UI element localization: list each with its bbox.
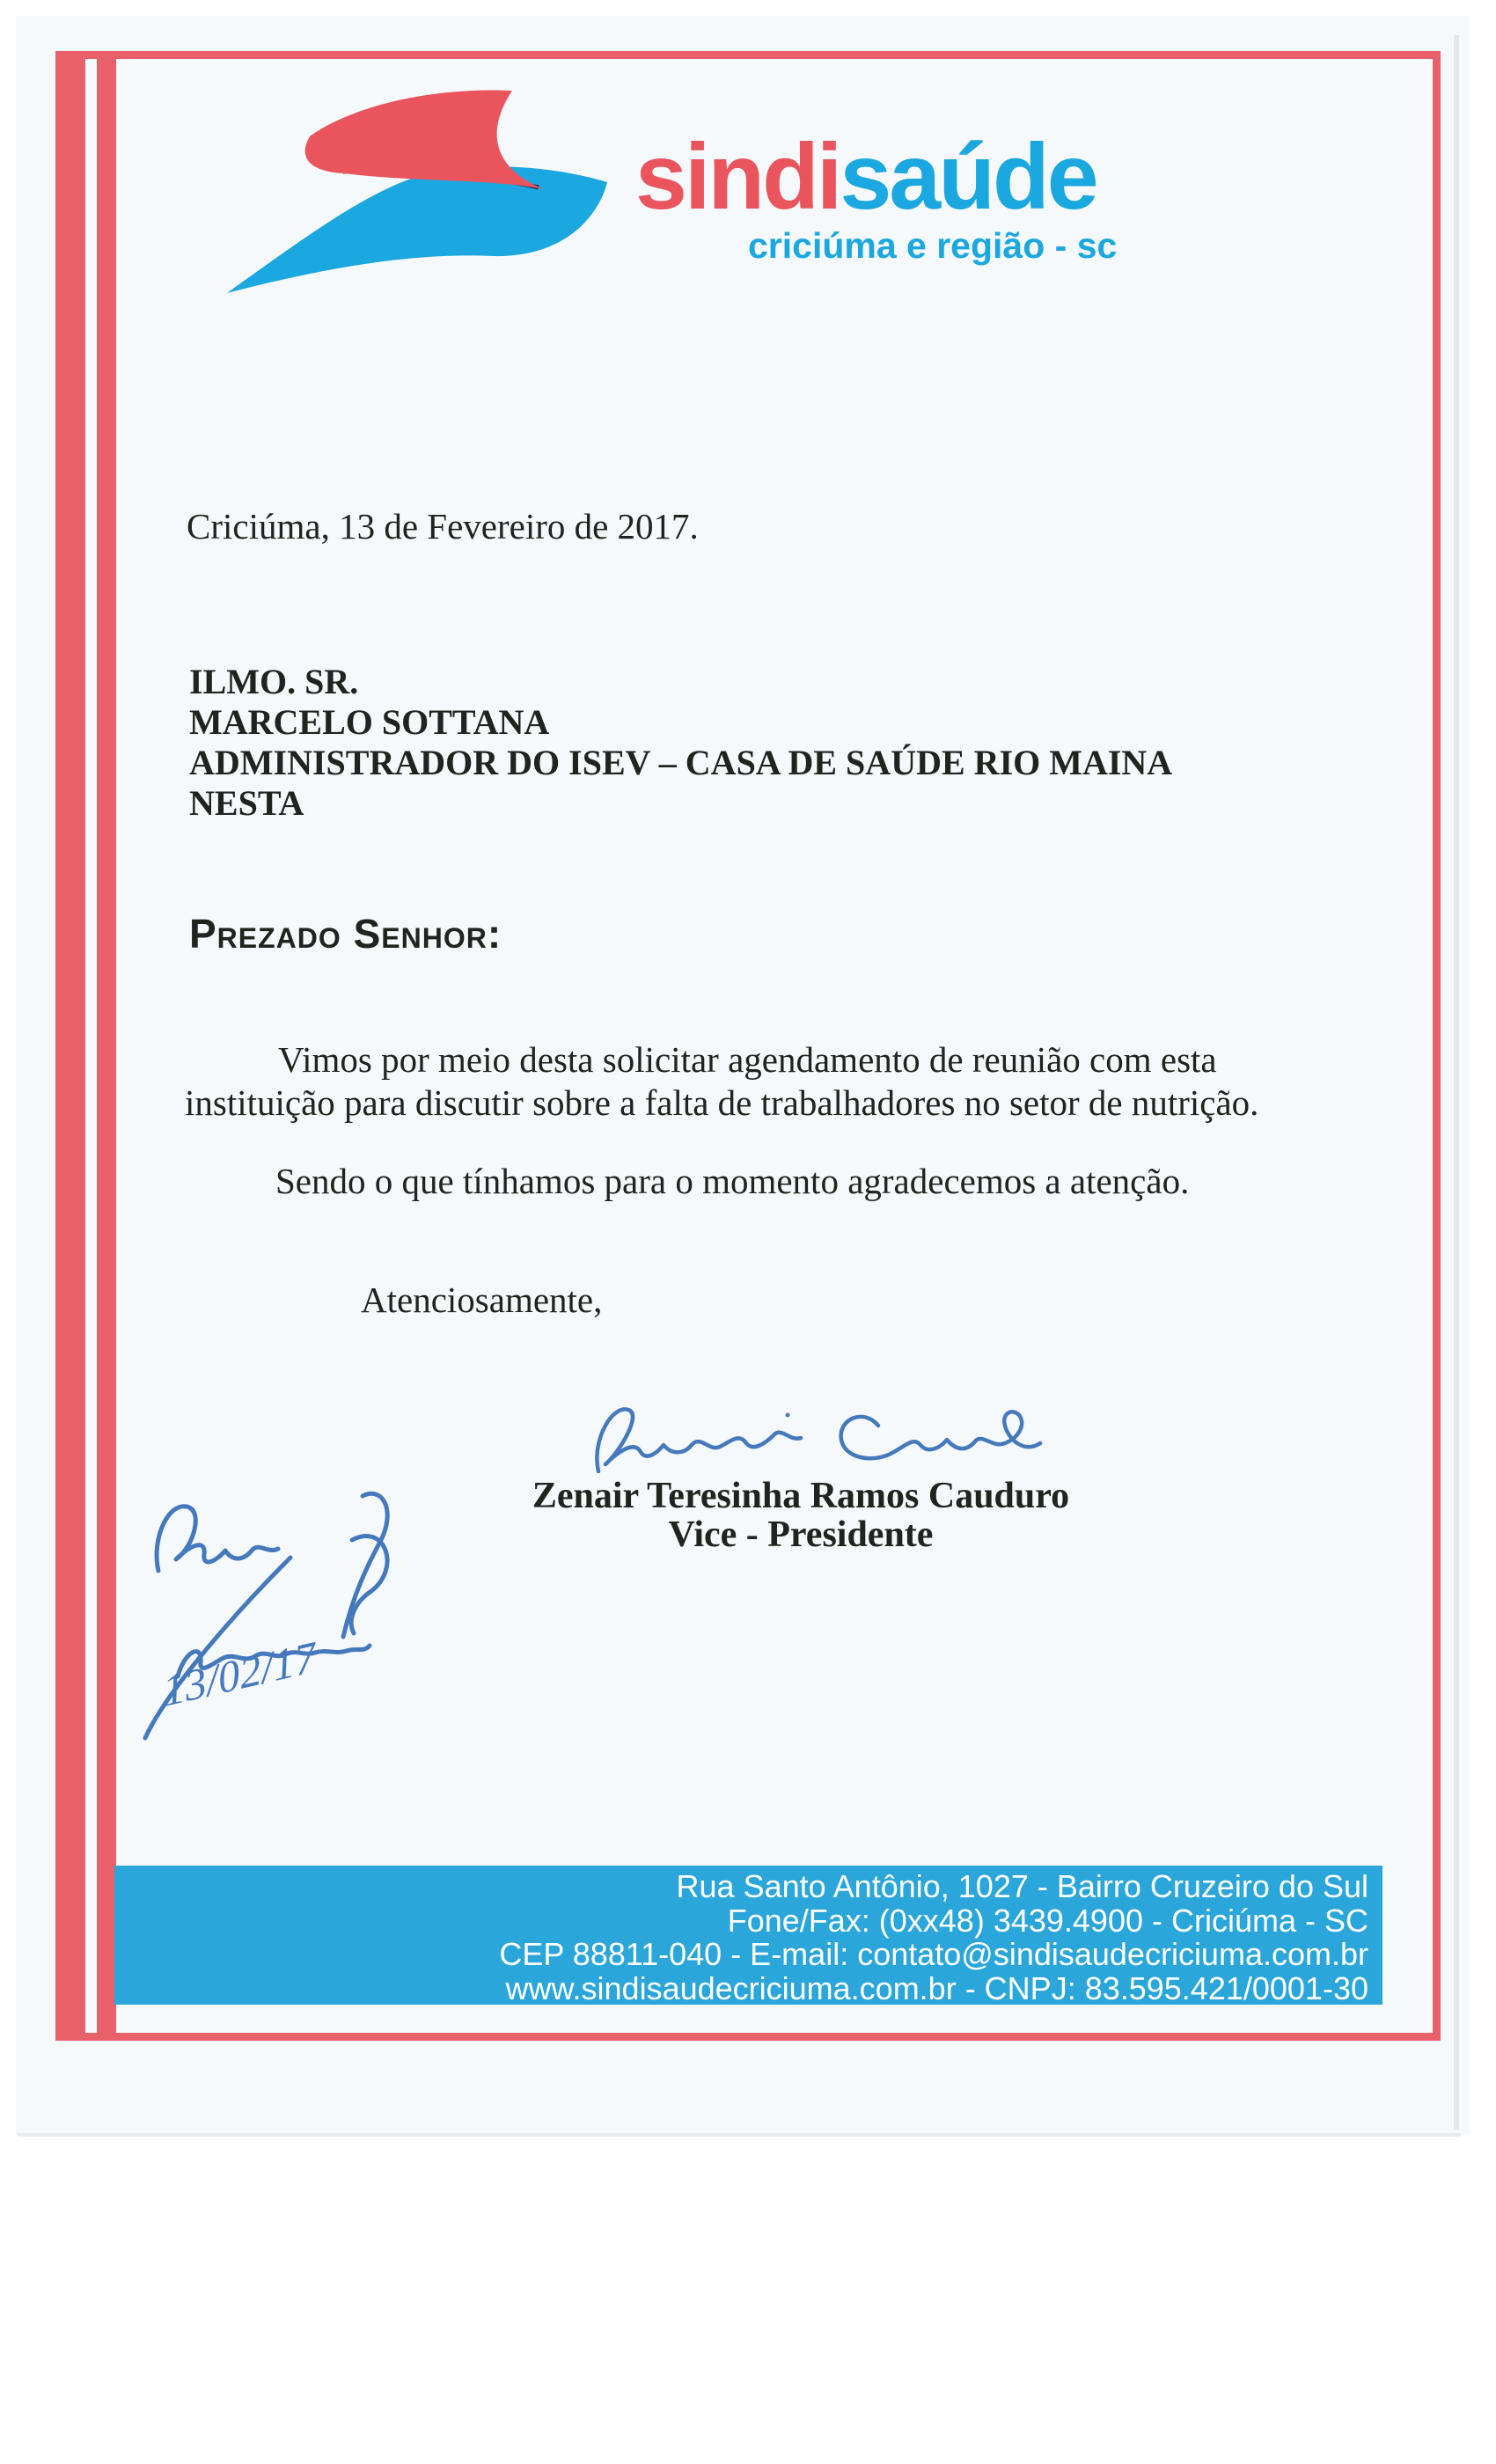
- logo-swoosh-blue: [227, 166, 607, 293]
- recipient-line-title: ADMINISTRADOR DO ISEV – CASA DE SAÚDE RIO MAINA: [189, 743, 1173, 782]
- signatory-printed-name: Zenair Teresinha Ramos Cauduro: [532, 1476, 1070, 1516]
- scan-edge-bottom: [18, 2133, 1461, 2137]
- footer-line-phone: Fone/Fax: (0xx48) 3439.4900 - Criciúma - SC: [727, 1902, 1368, 1939]
- border-bottom-line: [55, 2033, 1441, 2041]
- note-stroke-rece: [157, 1507, 278, 1571]
- logo-wordmark: [635, 125, 1096, 229]
- logo-wordmark-saude: saúde: [840, 125, 1096, 229]
- salutation: Prezado Senhor:: [189, 911, 502, 957]
- footer-address-text: [499, 1870, 1368, 2006]
- body-paragraph-2: Sendo o que tínhamos para o momento agradecemos a atenção.: [275, 1161, 1190, 1201]
- border-right-line: [1433, 51, 1441, 2041]
- recipient-line-ilmo: ILMO. SR.: [189, 662, 359, 701]
- logo-subtitle: criciúma e região - sc: [748, 225, 1118, 266]
- closing-line: Atenciosamente,: [361, 1280, 603, 1320]
- scan-edge-right: [1454, 35, 1459, 2130]
- recipient-line-name: MARCELO SOTTANA: [189, 702, 550, 742]
- note-stroke-loop-flourish: [351, 1536, 387, 1633]
- footer-address-bar: [114, 1866, 1382, 2005]
- footer-line-cep-email: CEP 88811-040 - E-mail: contato@sindisaudecriciuma.com.br: [499, 1936, 1368, 1972]
- signature-i-dot: [786, 1413, 790, 1418]
- signatory-role: Vice - Presidente: [668, 1514, 934, 1555]
- received-date-handwritten: 13/02/17: [160, 1632, 319, 1716]
- note-stroke-tall-loop: [343, 1493, 387, 1637]
- signature-stroke-first-name: [597, 1409, 801, 1471]
- signature-stroke-last-name: [841, 1412, 1040, 1458]
- letter-date-line: Criciúma, 13 de Fevereiro de 2017.: [187, 506, 699, 546]
- footer-line-site-cnpj: www.sindisaudecriciuma.com.br - CNPJ: 83.595.421/0001-30: [505, 1969, 1368, 2006]
- logo-wordmark-sindi: sindi: [635, 125, 840, 229]
- border-left-thick-bar: [55, 51, 85, 2041]
- footer-line-street: Rua Santo Antônio, 1027 - Bairro Cruzeiro do Sul: [676, 1868, 1368, 1904]
- border-left-thin-bar: [97, 51, 116, 2041]
- logo-swoosh-red: [305, 90, 544, 189]
- body-paragraph-1: Vimos por meio desta solicitar agendamento de reunião com esta instituição para discutir sobre a falta de trabalhadores no setor de nutrição.: [185, 1039, 1259, 1123]
- recipient-block: [189, 662, 1172, 824]
- sindisaude-logo-icon: [211, 84, 616, 308]
- border-top-line: [55, 51, 1441, 59]
- recipient-line-nesta: NESTA: [189, 783, 304, 823]
